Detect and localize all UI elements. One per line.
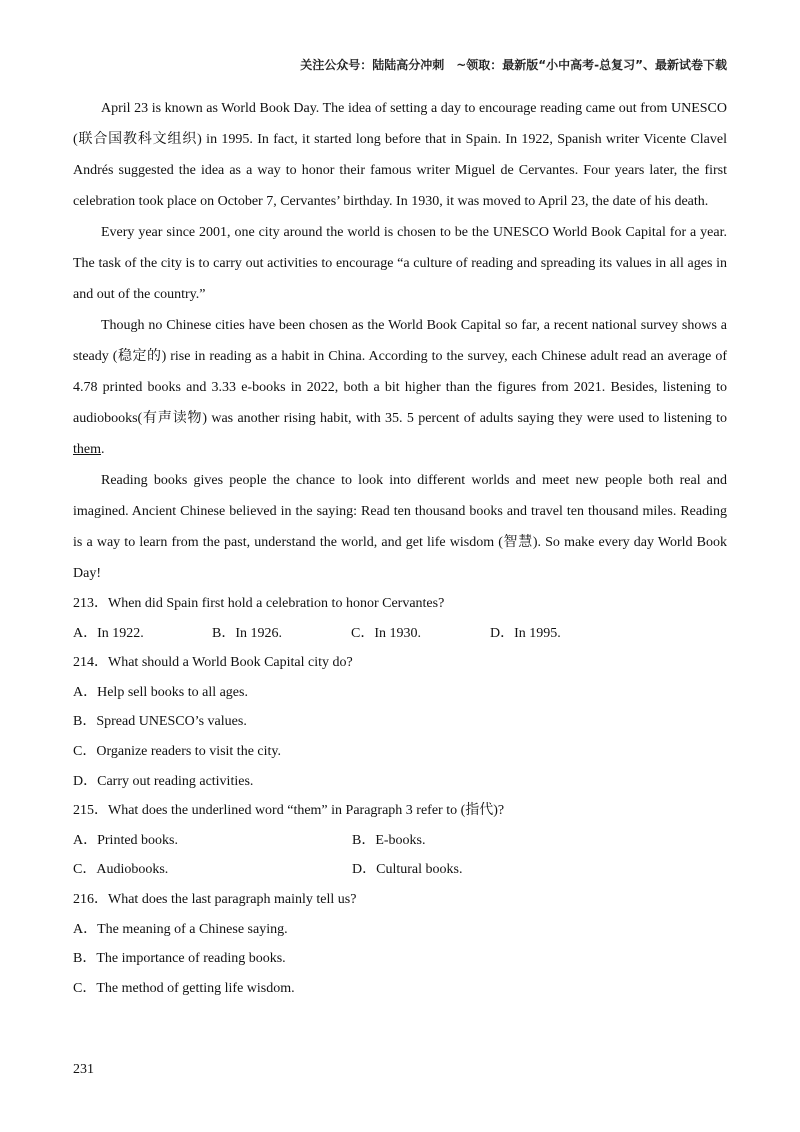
option-c[interactable]: C．The method of getting life wisdom. (73, 980, 295, 996)
question-214: 214．What should a World Book Capital city do? (73, 655, 353, 671)
underlined-word-them: them (73, 442, 101, 457)
question-213: 213．When did Spain first hold a celebration to honor Cervantes? (73, 596, 445, 611)
option-b[interactable]: B．In 1926. (212, 625, 282, 641)
passage-paragraph-2: Every year since 2001, one city around the world is chosen to be the UNESCO World Book Capital for a year. The task of the city is to carry out activities to encourage “a culture of reading and spreading its values in all ages in and out of the country.” (73, 225, 727, 302)
option-c[interactable]: C．Organize readers to visit the city. (73, 743, 281, 759)
option-a[interactable]: A．In 1922. (73, 625, 144, 641)
question-213-options (73, 619, 727, 649)
option-b[interactable]: B．E-books. (352, 832, 426, 848)
passage-paragraph-4: Reading books gives people the chance to look into different worlds and meet new people both real and imagined. Ancient Chinese believed in the saying: Read ten thousand books and travel ten thousand miles. Reading is a way to learn from the past, understand the world, and get life wisdom (智慧). So make every day World Book Day! (73, 473, 727, 581)
option-c[interactable]: C．In 1930. (351, 625, 421, 641)
option-c[interactable]: C．Audiobooks. (73, 862, 169, 878)
paragraph-3-text: Though no Chinese cities have been chosen as the World Book Capital so far, a recent national survey shows a steady (稳定的) rise in reading as a habit in China. According to the survey, each Chinese adult read an average of 4.78 printed books and 3.33 e-books in 2022, both a bit higher than the figures from 2021. Besides, listening to audiobooks(有声读物) was another rising habit, with 35. 5 percent of adults saying they were used to listening to (73, 318, 727, 426)
option-a[interactable]: A．Printed books. (73, 832, 178, 848)
passage-paragraph-1: April 23 is known as World Book Day. The idea of setting a day to encourage reading came out from UNESCO (联合国教科文组织) in 1995. In fact, it started long before that in Spain. In 1922, Spanish writer Vicente Clavel Andrés suggested the idea as a way to honor their famous writer Miguel de Cervantes. Four years later, the first celebration took place on October 7, Cervantes’ birthday. In 1930, it was moved to April 23, the date of his death. (73, 101, 727, 209)
page-number: 231 (73, 1062, 94, 1077)
option-d[interactable]: D．Carry out reading activities. (73, 773, 254, 789)
question-215-options-row-1 (73, 826, 727, 856)
document-body (73, 93, 727, 1003)
question-216: 216．What does the last paragraph mainly tell us? (73, 891, 357, 907)
paragraph-3-end: . (101, 442, 105, 457)
option-b[interactable]: B．Spread UNESCO’s values. (73, 714, 247, 730)
question-215: 215．What does the underlined word “them” in Paragraph 3 refer to (指代)? (73, 803, 505, 819)
option-b[interactable]: B．The importance of reading books. (73, 951, 286, 967)
page-header: 关注公众号：陆陆高分冲刺 ~领取：最新版“小中高考-总复习”、最新试卷下载 (300, 58, 727, 72)
option-d[interactable]: D．Cultural books. (352, 862, 463, 878)
option-a[interactable]: A．Help sell books to all ages. (73, 684, 248, 700)
question-215-options-row-2 (73, 855, 727, 885)
option-d[interactable]: D．In 1995. (490, 625, 561, 641)
passage-paragraph-3 (73, 310, 727, 465)
option-a[interactable]: A．The meaning of a Chinese saying. (73, 921, 288, 937)
